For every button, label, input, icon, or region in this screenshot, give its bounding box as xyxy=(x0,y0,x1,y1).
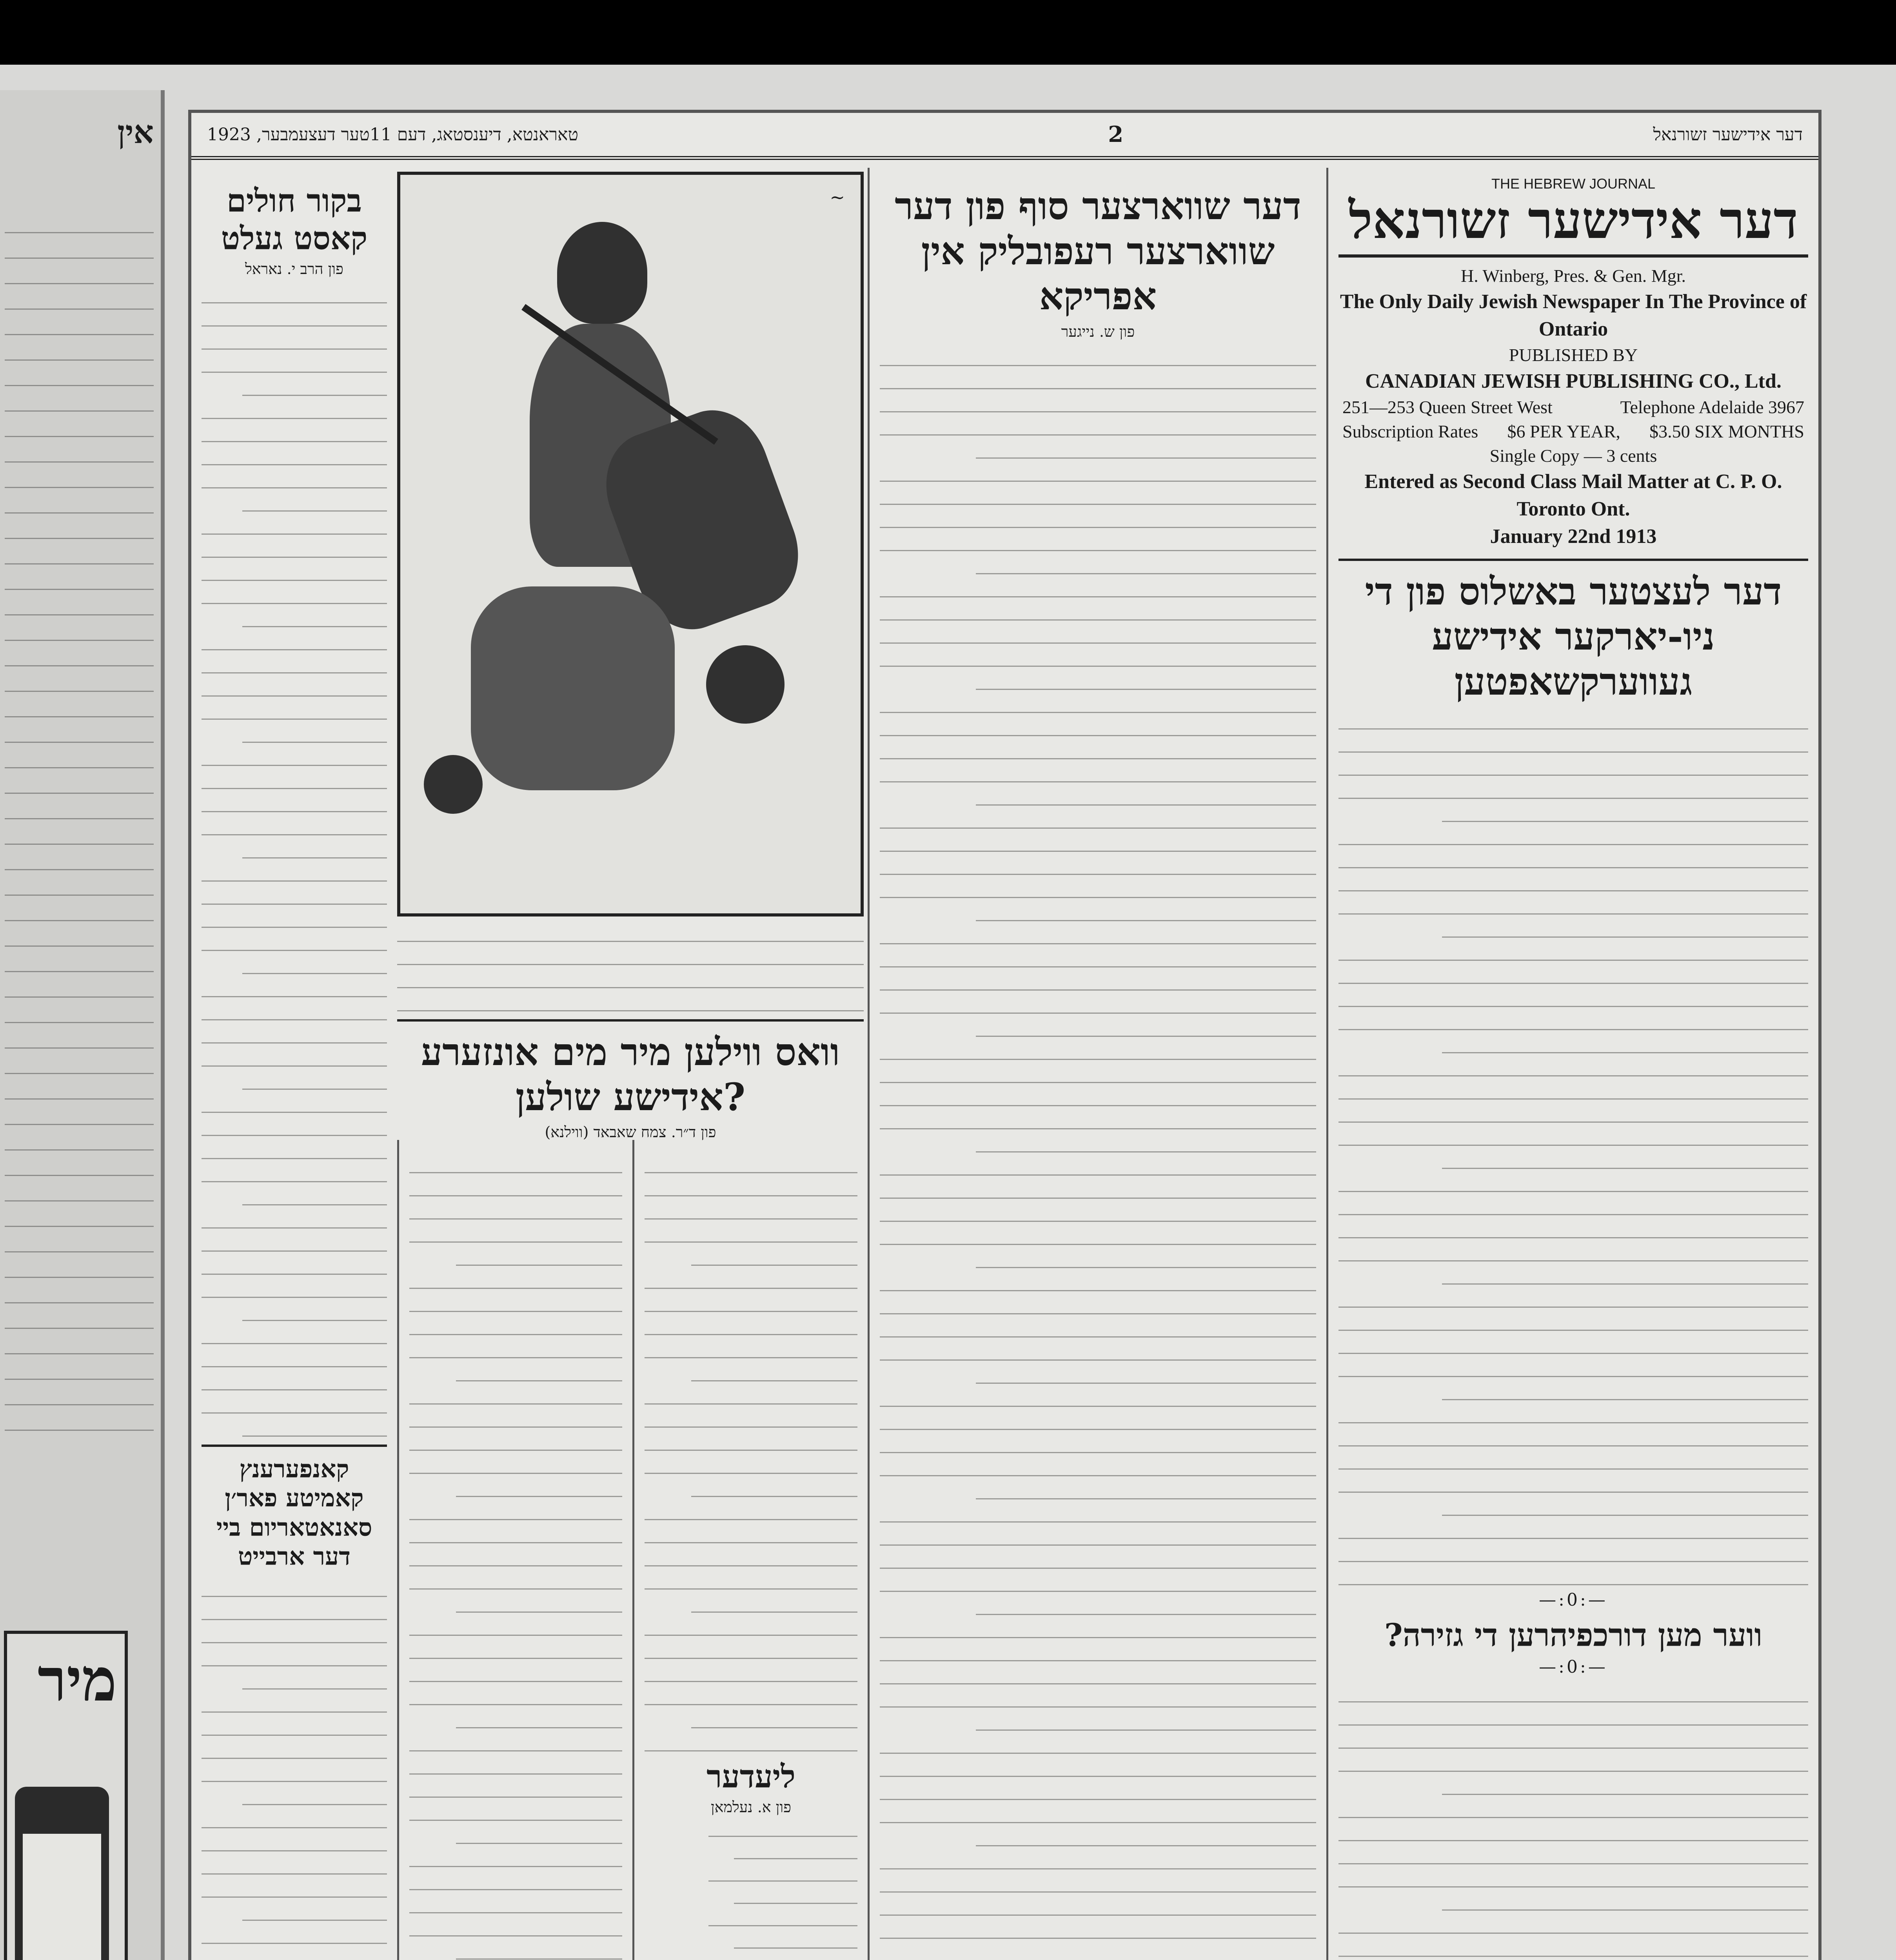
header-paper-name: דער אידישער זשורנאל xyxy=(1653,124,1803,145)
lieder-poems xyxy=(645,1820,857,1960)
subscription-label: Subscription Rates xyxy=(1342,421,1478,441)
lieder-headline: ליעדער xyxy=(706,1758,795,1795)
column-lieder xyxy=(632,1140,868,1960)
address: 251—253 Queen Street West xyxy=(1342,397,1553,417)
section-ornament: —:0:— xyxy=(1539,1590,1608,1610)
cartoon-legs xyxy=(471,586,675,790)
conference-headline: קאנפערענץ קאמיטע פאר׳ן סאנאטאריום ביי דער ארבייט xyxy=(216,1455,372,1571)
adjacent-page-advertisement xyxy=(4,1631,128,1960)
cartoon-panel xyxy=(397,172,864,1145)
header-dateline: טאראנטא, דיענסטאג, דעם 11טער דעצעמבער, 1923 xyxy=(207,124,579,145)
cartoon-bomb-left xyxy=(424,755,483,814)
south-africa-body xyxy=(880,348,1316,1960)
bkur-cholim-body xyxy=(202,285,387,1437)
cartoon-figure-head xyxy=(557,222,647,324)
lieder-byline: פון א. נעלמאן xyxy=(710,1798,791,1816)
publishing-company: CANADIAN JEWISH PUBLISHING CO., Ltd. xyxy=(1365,370,1782,392)
column-masthead-editorials xyxy=(1326,168,1818,1960)
address-row xyxy=(1338,395,1808,419)
masthead-tagline: The Only Daily Jewish Newspaper In The Province of Ontario xyxy=(1340,290,1807,341)
published-by: PUBLISHED BY xyxy=(1509,345,1638,365)
south-africa-byline: פון ש. נייגער xyxy=(1061,323,1135,340)
column-south-africa xyxy=(868,168,1326,1960)
scan-top-border xyxy=(0,0,1896,65)
publisher-box xyxy=(1338,264,1808,551)
adjacent-page-heading: אין xyxy=(117,114,154,151)
masthead-title: דער אידישער זשורנאל xyxy=(1338,192,1808,258)
political-cartoon xyxy=(397,172,864,916)
cartoon-caption xyxy=(397,924,864,1011)
masthead-english-small: THE HEBREW JOURNAL xyxy=(1491,176,1656,192)
schools-headline: וואס ווילען מיר מים אונזערע אידישע שולען? xyxy=(421,1030,840,1120)
subscription-row xyxy=(1338,419,1808,444)
schools-byline: פון ד״ר. צמח שאבאד (ווילנא) xyxy=(545,1123,716,1141)
divider xyxy=(1338,559,1808,561)
adjacent-page xyxy=(0,90,165,1960)
editorial-1-body xyxy=(1338,711,1808,1585)
adjacent-page-heading-block xyxy=(5,114,154,151)
mail-entry-date: January 22nd 1913 xyxy=(1490,525,1657,548)
bkur-cholim-byline: פון הרב י. נאראל xyxy=(245,260,343,278)
advertisement-heading: מיר xyxy=(38,1646,117,1715)
column-schools xyxy=(397,1140,632,1960)
newspaper-page xyxy=(188,110,1822,1960)
column-bkur-cholim xyxy=(191,168,397,1960)
page-header xyxy=(191,113,1818,160)
editorial-2-headline: ווער מען דורכפיהרען די גזירה? xyxy=(1384,1617,1763,1654)
conference-body xyxy=(202,1579,387,1960)
mail-entry-notice: Entered as Second Class Mail Matter at C. P. O. Toronto Ont. xyxy=(1364,470,1782,521)
schools-body-left xyxy=(409,1155,622,1960)
price-per-year: $6 PER YEAR, xyxy=(1507,421,1620,441)
cartoon-signature: ~ xyxy=(830,187,845,208)
single-copy-price: Single Copy — 3 cents xyxy=(1489,445,1657,466)
bkur-cholim-headline: בקור חולים קאסט געלט xyxy=(221,182,368,257)
cartoon-bomb-right xyxy=(706,645,785,724)
publisher-name: H. Winberg, Pres. & Gen. Mgr. xyxy=(1461,266,1686,286)
telephone: Telephone Adelaide 3967 xyxy=(1620,397,1804,417)
south-africa-headline: דער שווארצער סוף פון דער שווארצער רעפובליק אין אפריקא xyxy=(895,184,1301,319)
adjacent-page-text xyxy=(5,208,154,1436)
medicine-bottle-illustration xyxy=(15,1787,109,1960)
page-number: 2 xyxy=(1108,122,1124,147)
price-six-months: $3.50 SIX MONTHS xyxy=(1649,421,1804,441)
section-ornament: —:0:— xyxy=(1539,1657,1608,1677)
schools-body-right xyxy=(645,1155,857,1751)
editorial-1-headline: דער לעצטער באשלוס פון די ניו-יארקער אידישע געווערקשאפטען xyxy=(1365,569,1782,704)
editorial-2-body xyxy=(1338,1684,1808,1960)
